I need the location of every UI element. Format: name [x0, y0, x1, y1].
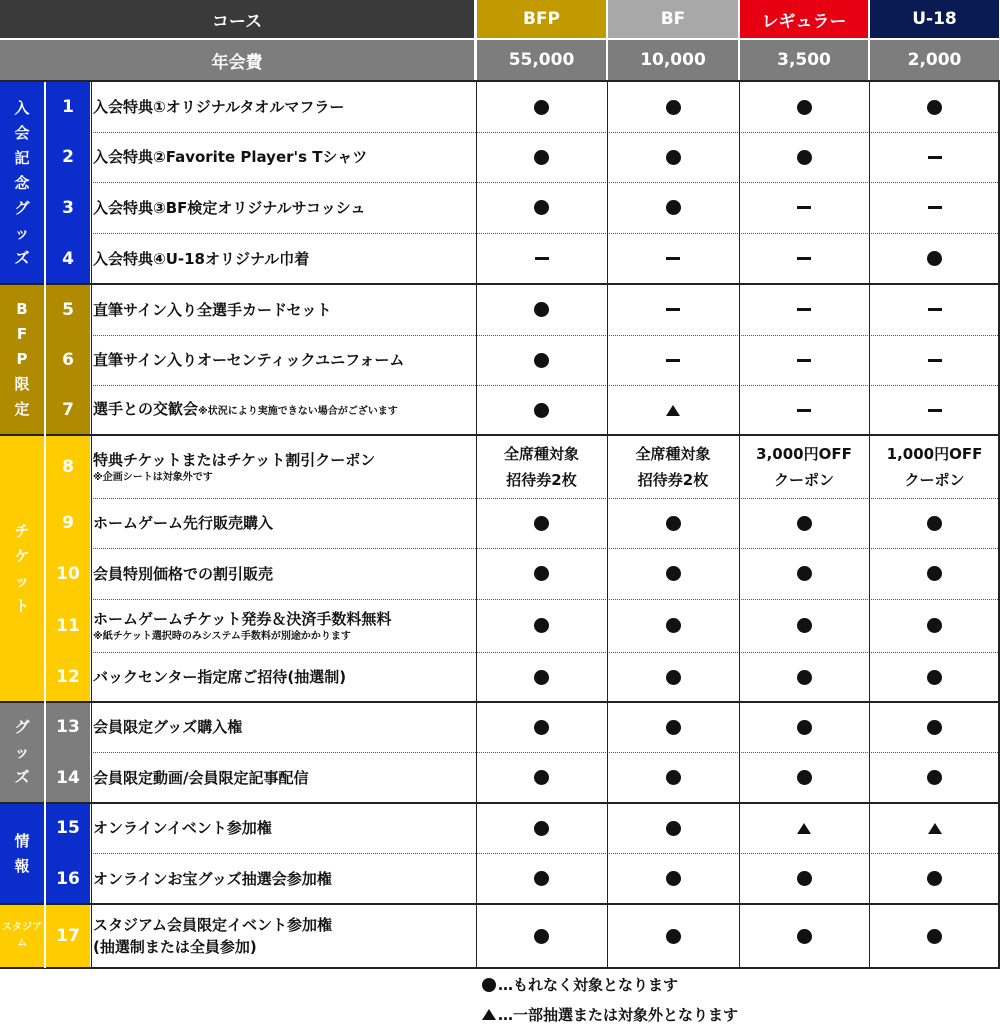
- row-number-text: 4: [62, 248, 74, 269]
- benefit-cell: [476, 284, 607, 335]
- benefit-label: [93, 385, 473, 435]
- benefit-value: [887, 441, 983, 493]
- row-divider: [0, 802, 1000, 804]
- plan-fee-value: 10,000: [640, 50, 706, 70]
- row-number: [46, 853, 90, 904]
- benefit-text: オンラインイベント参加権: [93, 819, 272, 837]
- dash-icon: [797, 257, 811, 260]
- category-label: スタジアム: [2, 922, 42, 949]
- benefit-cell: [607, 435, 739, 498]
- benefit-label: [93, 82, 473, 132]
- row-number: [46, 904, 90, 968]
- benefit-cell: [476, 904, 607, 968]
- benefit-text: バックセンター指定席ご招待(抽選制): [93, 668, 347, 686]
- benefit-cell: [476, 335, 607, 385]
- benefit-label: [93, 132, 473, 182]
- benefit-cell: [739, 385, 869, 435]
- benefit-label-line: [93, 767, 473, 789]
- dash-icon: [928, 359, 942, 362]
- col-divider: [607, 82, 608, 968]
- filled-circle-icon: [534, 200, 549, 215]
- dash-icon: [928, 206, 942, 209]
- benefit-cell: [476, 435, 607, 498]
- benefit-cell: [739, 498, 869, 548]
- benefit-value-line1: 全席種対象: [503, 444, 579, 463]
- benefit-cell: [739, 853, 869, 904]
- filled-circle-icon: [534, 403, 549, 418]
- filled-circle-icon: [797, 929, 812, 944]
- col-divider: [869, 82, 870, 968]
- row-divider: [93, 853, 1000, 854]
- benefit-label-line: [93, 868, 473, 890]
- filled-circle-icon: [797, 100, 812, 115]
- filled-circle-icon: [927, 670, 942, 685]
- benefit-cell: [869, 182, 1000, 233]
- benefit-cell: [476, 599, 607, 652]
- body-top-border: [0, 80, 1000, 82]
- plan-header-0: [477, 0, 606, 38]
- row-divider: [93, 335, 1000, 336]
- benefit-label-line: [93, 197, 473, 219]
- category-3: [0, 702, 44, 803]
- filled-circle-icon: [666, 770, 681, 785]
- benefit-value-line2: 招待券2枚: [637, 470, 709, 489]
- filled-circle-icon: [666, 100, 681, 115]
- filled-circle-icon: [534, 821, 549, 836]
- benefit-label-line: [93, 512, 473, 534]
- dash-icon: [666, 257, 680, 260]
- benefit-label-line: [93, 299, 473, 321]
- benefit-label-line: [93, 248, 473, 270]
- benefit-cell: [476, 702, 607, 752]
- row-number-text: 15: [56, 818, 80, 838]
- row-number-text: 8: [62, 456, 74, 477]
- benefit-cell: [607, 904, 739, 968]
- plan-fee-value: 55,000: [508, 50, 575, 70]
- benefit-cell: [869, 652, 1000, 702]
- benefit-label-line: [93, 349, 473, 371]
- col-divider: [44, 82, 46, 968]
- filled-circle-icon: [797, 770, 812, 785]
- benefit-cell: [607, 652, 739, 702]
- fee-label-cell: [0, 40, 474, 80]
- benefit-text: 会員特別価格での割引販売: [93, 564, 274, 583]
- row-divider: [93, 182, 1000, 183]
- fee-label: 年会費: [211, 52, 263, 73]
- filled-circle-icon: [534, 871, 549, 886]
- row-divider: [0, 283, 1000, 285]
- benefit-text: 会員限定グッズ購入権: [93, 718, 243, 736]
- row-number-text: 7: [62, 400, 74, 420]
- benefit-cell: [739, 284, 869, 335]
- filled-circle-icon: [534, 150, 549, 165]
- row-divider: [0, 434, 1000, 436]
- filled-circle-icon: [666, 929, 681, 944]
- plan-name: BFP: [522, 9, 561, 29]
- category-2: [0, 435, 44, 702]
- filled-circle-icon: [482, 978, 496, 992]
- row-divider: [93, 498, 1000, 499]
- plan-fee-value: 3,500: [777, 50, 831, 70]
- filled-circle-icon: [666, 566, 681, 581]
- filled-circle-icon: [927, 516, 942, 531]
- benefit-cell: [607, 132, 739, 182]
- benefit-cell: [607, 182, 739, 233]
- benefit-label: [93, 182, 473, 233]
- benefit-cell: [739, 182, 869, 233]
- legend-triangle-text: …一部抽選または対象外となります: [498, 1006, 739, 1024]
- triangle-icon: [797, 823, 811, 834]
- benefit-cell: [869, 284, 1000, 335]
- dash-icon: [797, 308, 811, 311]
- category-1: [0, 284, 44, 435]
- benefit-value: [504, 441, 579, 493]
- row-number-text: 12: [56, 667, 80, 687]
- filled-circle-icon: [534, 100, 549, 115]
- benefit-value-line2: クーポン: [904, 470, 965, 489]
- benefit-cell: [739, 335, 869, 385]
- filled-circle-icon: [534, 720, 549, 735]
- benefit-text: 入会特典③BF検定オリジナルサコッシュ: [93, 198, 366, 217]
- row-number-text: 1: [62, 97, 74, 117]
- benefit-label-line: [93, 608, 473, 630]
- benefit-cell: [476, 752, 607, 803]
- category-5: [0, 904, 44, 968]
- benefit-cell: [869, 853, 1000, 904]
- benefit-note: ※企画シートは対象外です: [93, 471, 213, 483]
- benefit-value-line1: 全席種対象: [635, 444, 711, 463]
- benefit-cell: [476, 803, 607, 853]
- filled-circle-icon: [927, 770, 942, 785]
- col-divider: [91, 82, 92, 968]
- category-0: [0, 82, 44, 284]
- dash-icon: [797, 409, 811, 412]
- benefit-label-line: [93, 914, 473, 936]
- benefit-cell: [739, 233, 869, 284]
- benefit-label-line: [93, 817, 473, 839]
- row-number-text: 13: [56, 717, 80, 737]
- row-number: [46, 599, 90, 652]
- filled-circle-icon: [666, 618, 681, 633]
- row-divider: [93, 752, 1000, 753]
- course-header-label: コース: [211, 11, 263, 32]
- benefit-cell: [607, 702, 739, 752]
- benefit-cell: [739, 435, 869, 498]
- benefit-label: [93, 904, 473, 968]
- filled-circle-icon: [797, 720, 812, 735]
- filled-circle-icon: [927, 100, 942, 115]
- benefit-cell: [739, 132, 869, 182]
- dash-icon: [666, 308, 680, 311]
- benefit-label: [93, 752, 473, 803]
- row-number: [46, 132, 90, 182]
- category-4: [0, 803, 44, 904]
- benefit-cell: [607, 548, 739, 599]
- benefit-value: [756, 441, 852, 493]
- benefit-cell: [869, 548, 1000, 599]
- benefit-text: ホームゲームチケット発券＆決済手数料無料: [93, 609, 392, 628]
- benefit-cell: [739, 702, 869, 752]
- row-number-text: 3: [62, 197, 74, 218]
- benefit-cell: [739, 652, 869, 702]
- benefit-cell: [869, 82, 1000, 132]
- benefit-label: [93, 702, 473, 752]
- filled-circle-icon: [534, 353, 549, 368]
- row-number: [46, 435, 90, 498]
- plan-header-1: [608, 0, 738, 38]
- benefit-text: 特典チケットまたはチケット割引クーポン: [93, 450, 376, 469]
- dash-icon: [797, 359, 811, 362]
- benefit-label-line: [93, 449, 473, 471]
- category-label: BFP限定: [14, 300, 30, 418]
- benefit-cell: [869, 702, 1000, 752]
- plan-name: U-18: [912, 9, 957, 29]
- dash-icon: [928, 409, 942, 412]
- row-number-text: 14: [56, 767, 80, 788]
- benefit-cell: [869, 385, 1000, 435]
- filled-circle-icon: [666, 670, 681, 685]
- benefit-text: 直筆サイン入りオーセンティックユニフォーム: [93, 351, 405, 369]
- row-number-text: 17: [56, 926, 80, 946]
- benefit-text-line2: (抽選制または全員参加): [93, 938, 257, 956]
- benefit-cell: [869, 599, 1000, 652]
- benefit-note: ※紙チケット選択時のみシステム手数料が別途かかります: [93, 630, 351, 642]
- benefit-label: [93, 284, 473, 335]
- row-number: [46, 182, 90, 233]
- category-label: グッズ: [14, 718, 30, 786]
- benefit-cell: [607, 385, 739, 435]
- benefit-cell: [476, 548, 607, 599]
- benefit-label: [93, 233, 473, 284]
- row-divider: [93, 599, 1000, 600]
- row-number: [46, 702, 90, 752]
- col-divider: [739, 82, 740, 968]
- filled-circle-icon: [666, 200, 681, 215]
- triangle-icon: [666, 405, 680, 416]
- benefit-cell: [739, 904, 869, 968]
- body-bottom-border: [0, 967, 1000, 969]
- filled-circle-icon: [666, 821, 681, 836]
- legend-dot-text: …もれなく対象となります: [498, 976, 679, 994]
- benefit-cell: [739, 82, 869, 132]
- filled-circle-icon: [797, 150, 812, 165]
- benefit-cell: [869, 752, 1000, 803]
- plan-fee-2: [740, 40, 868, 80]
- benefit-label-line: [93, 716, 473, 738]
- row-number: [46, 548, 90, 599]
- row-number-text: 9: [62, 513, 74, 533]
- benefit-text: 入会特典②Favorite Player's Tシャツ: [93, 148, 368, 166]
- dash-icon: [797, 206, 811, 209]
- plan-fee-value: 2,000: [907, 50, 962, 70]
- row-number-text: 16: [56, 868, 80, 889]
- filled-circle-icon: [927, 618, 942, 633]
- benefit-text: 直筆サイン入り全選手カードセット: [93, 300, 332, 319]
- dash-icon: [535, 257, 549, 260]
- filled-circle-icon: [534, 566, 549, 581]
- row-number: [46, 82, 90, 132]
- benefit-label-line: [93, 398, 473, 423]
- category-label: チケット: [14, 521, 30, 615]
- filled-circle-icon: [927, 871, 942, 886]
- row-number: [46, 385, 90, 435]
- benefit-text: 会員限定動画/会員限定記事配信: [93, 768, 309, 787]
- plan-header-2: [740, 0, 868, 38]
- filled-circle-icon: [797, 516, 812, 531]
- benefit-label: [93, 853, 473, 904]
- benefit-cell: [869, 233, 1000, 284]
- row-number-text: 11: [56, 615, 80, 636]
- benefit-cell: [607, 82, 739, 132]
- row-divider: [0, 701, 1000, 703]
- course-header: [0, 0, 474, 38]
- dash-icon: [928, 308, 942, 311]
- benefit-cell: [739, 752, 869, 803]
- benefit-label: [93, 548, 473, 599]
- benefit-text: スタジアム会員限定イベント参加権: [93, 916, 332, 934]
- benefit-text: オンラインお宝グッズ抽選会参加権: [93, 869, 332, 888]
- benefit-cell: [739, 599, 869, 652]
- benefit-text: 入会特典①オリジナルタオルマフラー: [93, 98, 345, 116]
- plan-header-3: [870, 0, 999, 38]
- filled-circle-icon: [797, 618, 812, 633]
- benefit-cell: [607, 233, 739, 284]
- filled-circle-icon: [666, 871, 681, 886]
- benefit-cell: [607, 752, 739, 803]
- filled-circle-icon: [927, 720, 942, 735]
- row-number-text: 6: [62, 350, 74, 370]
- filled-circle-icon: [534, 618, 549, 633]
- filled-circle-icon: [534, 929, 549, 944]
- benefit-cell: [869, 132, 1000, 182]
- filled-circle-icon: [534, 302, 549, 317]
- row-number-text: 10: [56, 563, 80, 584]
- filled-circle-icon: [666, 516, 681, 531]
- benefit-cell: [739, 803, 869, 853]
- category-label: 情報: [14, 831, 30, 875]
- row-number: [46, 803, 90, 853]
- triangle-icon: [482, 1009, 496, 1020]
- benefit-cell: [476, 82, 607, 132]
- filled-circle-icon: [797, 566, 812, 581]
- triangle-icon: [928, 823, 942, 834]
- row-number: [46, 498, 90, 548]
- col-divider: [476, 82, 477, 968]
- benefit-label-line: [93, 666, 473, 688]
- benefit-cell: [869, 803, 1000, 853]
- benefit-value-line1: 1,000円OFF: [886, 444, 983, 463]
- filled-circle-icon: [797, 670, 812, 685]
- row-number-text: 5: [62, 299, 74, 320]
- benefit-cell: [476, 182, 607, 233]
- benefit-inline-note: ※状況により実施できない場合がございます: [198, 405, 398, 417]
- benefit-cell: [476, 652, 607, 702]
- dash-icon: [928, 156, 942, 159]
- benefit-cell: [476, 853, 607, 904]
- benefit-label: [93, 803, 473, 853]
- benefit-cell: [607, 599, 739, 652]
- filled-circle-icon: [534, 770, 549, 785]
- benefit-cell: [607, 335, 739, 385]
- category-label: 入会記念グッズ: [14, 98, 30, 267]
- benefit-cell: [476, 498, 607, 548]
- benefit-text: 入会特典④U-18オリジナル巾着: [93, 249, 310, 268]
- plan-fee-0: [477, 40, 606, 80]
- row-divider: [93, 132, 1000, 133]
- row-number: [46, 284, 90, 335]
- row-number: [46, 652, 90, 702]
- benefit-cell: [739, 548, 869, 599]
- benefit-cell: [476, 132, 607, 182]
- legend-triangle: [482, 1004, 738, 1025]
- benefit-label: [93, 435, 473, 498]
- benefit-cell: [607, 284, 739, 335]
- benefit-label: [93, 335, 473, 385]
- row-divider: [93, 385, 1000, 386]
- benefit-value: [635, 441, 710, 493]
- benefit-cell: [476, 233, 607, 284]
- benefit-label-line: [93, 563, 473, 585]
- benefit-label: [93, 599, 473, 652]
- benefit-value-line1: 3,000円OFF: [756, 444, 852, 463]
- row-divider: [93, 548, 1000, 549]
- filled-circle-icon: [534, 516, 549, 531]
- row-divider: [93, 233, 1000, 234]
- filled-circle-icon: [927, 929, 942, 944]
- benefit-cell: [869, 435, 1000, 498]
- row-number-text: 2: [62, 147, 74, 167]
- filled-circle-icon: [797, 871, 812, 886]
- benefit-label-line: [93, 96, 473, 118]
- benefit-value-line2: 招待券2枚: [506, 470, 577, 489]
- row-divider: [93, 652, 1000, 653]
- filled-circle-icon: [666, 150, 681, 165]
- benefit-cell: [476, 385, 607, 435]
- benefit-text: 選手との交歓会: [93, 399, 199, 418]
- dash-icon: [666, 359, 680, 362]
- benefit-cell: [869, 335, 1000, 385]
- benefit-label: [93, 498, 473, 548]
- legend-dot: [482, 974, 678, 995]
- row-number: [46, 233, 90, 284]
- plan-fee-1: [608, 40, 738, 80]
- plan-name: レギュラー: [761, 11, 847, 32]
- filled-circle-icon: [534, 670, 549, 685]
- benefit-value-line2: クーポン: [773, 470, 834, 489]
- plan-fee-3: [870, 40, 999, 80]
- row-divider: [0, 903, 1000, 905]
- benefit-cell: [607, 498, 739, 548]
- benefit-text: ホームゲーム先行販売購入: [93, 514, 274, 532]
- benefit-cell: [869, 498, 1000, 548]
- filled-circle-icon: [666, 720, 681, 735]
- row-number: [46, 752, 90, 803]
- benefit-cell: [607, 853, 739, 904]
- plan-name: BF: [660, 9, 686, 29]
- filled-circle-icon: [927, 251, 942, 266]
- benefit-cell: [607, 803, 739, 853]
- benefit-label-line: [93, 146, 473, 168]
- row-number: [46, 335, 90, 385]
- benefit-label: [93, 652, 473, 702]
- filled-circle-icon: [927, 566, 942, 581]
- benefit-cell: [869, 904, 1000, 968]
